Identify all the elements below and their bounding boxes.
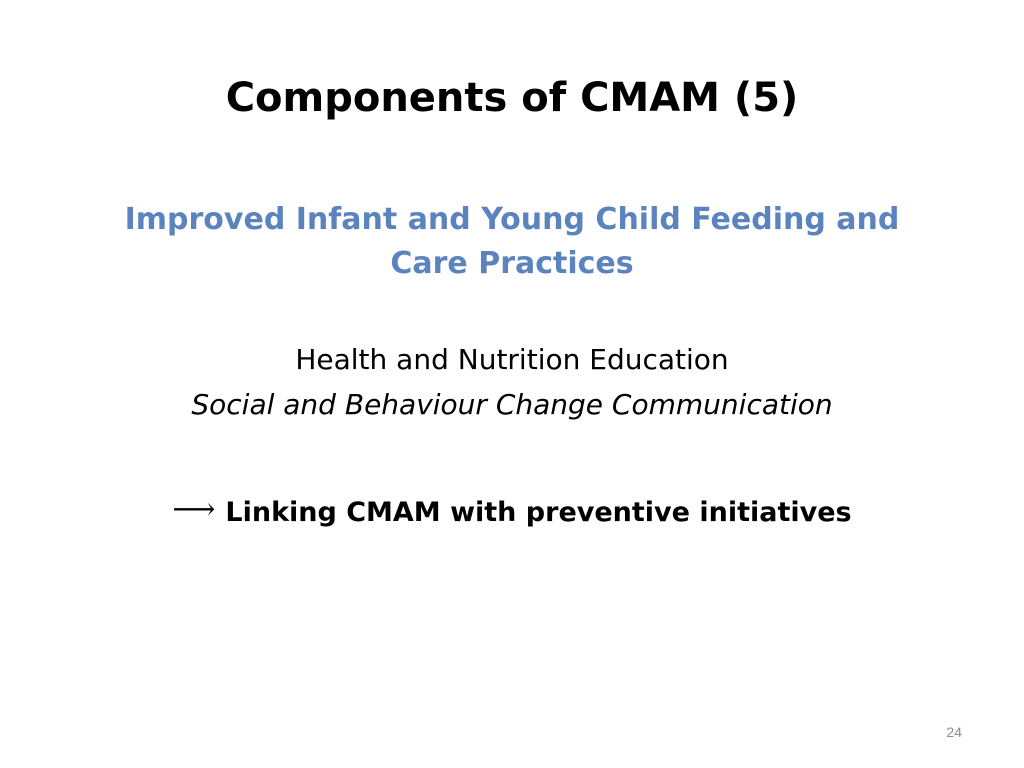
body-line-health-nutrition: Health and Nutrition Education bbox=[295, 343, 729, 376]
page-number: 24 bbox=[946, 724, 962, 740]
slide-subtitle: Improved Infant and Young Child Feeding and Care Practices bbox=[124, 202, 900, 281]
linking-text: Linking CMAM with preventive initiatives bbox=[225, 497, 852, 528]
right-arrow-icon: ⟶ bbox=[172, 492, 216, 527]
slide-title: Components of CMAM (5) bbox=[225, 75, 799, 121]
linking-statement bbox=[0, 488, 1024, 535]
body-line-sbcc: Social and Behaviour Change Communication bbox=[191, 388, 833, 421]
